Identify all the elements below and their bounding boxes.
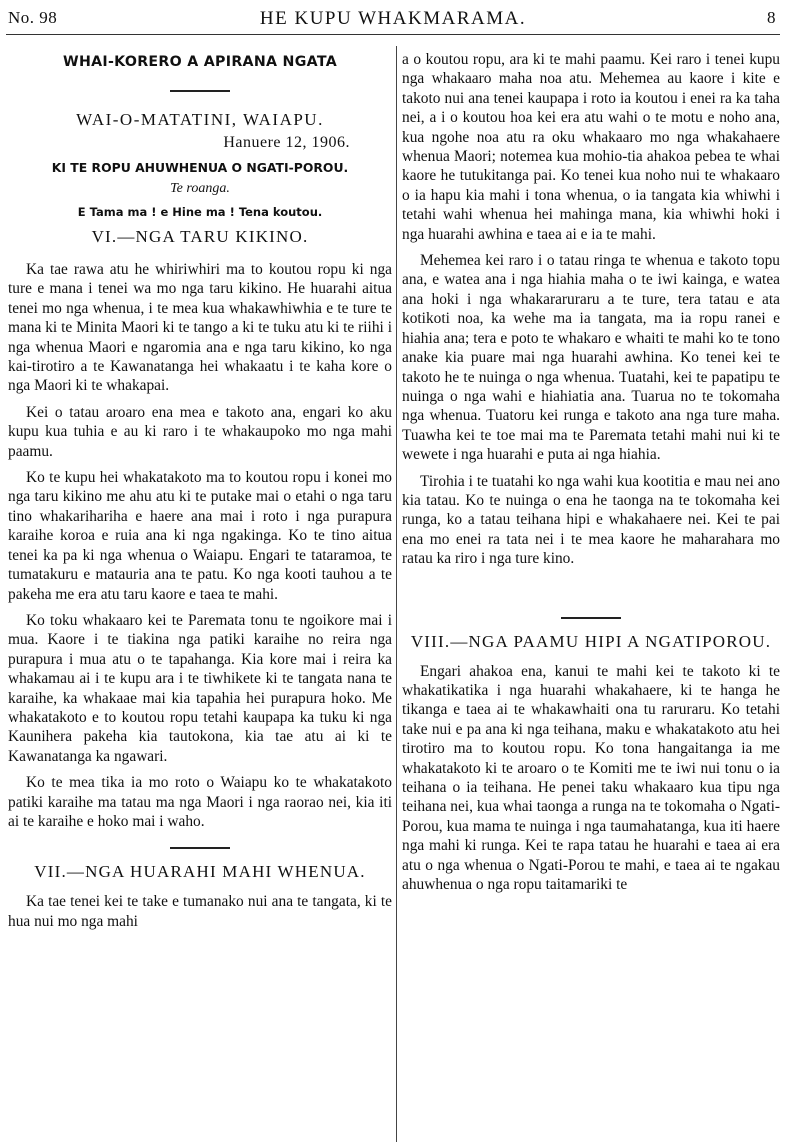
section-heading-8: VIII.—NGA PAAMU HIPI A NGATIPOROU. (410, 631, 772, 651)
column-divider (396, 46, 397, 1142)
paragraph: Tirohia i te tuatahi ko nga wahi kua kootitia e mau nei ano kia tatau. Ko te nuinga o ena he taonga na te tokomaha kei runga, ko a tatau teihana hipi e whakahaere nei. Kei te pai ena mo enei ra tata nei i te mea kaore he maharahara mo ratau ka riro i nga ture kino. (402, 472, 780, 568)
paragraph: Ko te mea tika ia mo roto o Waiapu ko te whakatakoto patiki karaihe ma tatau ma nga Maori i nga raorao nei, kia iti ai te karaihe e hoko mai i waho. (8, 774, 392, 830)
paragraph: Ko te kupu hei whakatakoto ma to koutou ropu i konei mo nga taru kikino me ahu atu ki te putake mai o etahi o nga taru tino whakarihariha e haere ana mai i roto i nga purapura karaihe koroa e ruia ana ki nga ngakinga. Ko te tino aitua tenei ka pa ki nga whenua o Waiapu. Engari te tataramoa, te tumatakuru e matauria ana te patu. Ko nga kooti tauhou a te pakeha me era atu taru kaore e taea te mahi. (8, 469, 392, 603)
addressee: KI TE ROPU AHUWHENUA O NGATI-POROU. (51, 160, 349, 175)
paragraph: Mehemea kei raro i o tatau ringa te whenua e takoto topu ana, e watea ana i nga hiahia maha o te iwi kainga, e watea ana hoki i nga whakararuraru a te ture, tera tatau e ata kotikoti noa, ka wehe ma ia tangata, ma ia ropu ranei e hiahia ana; tera e poto te whakaro e whaiti te mahi ko te tono anake kia puare mai nga huarahi awhina. Ko tenei kei te takoto he te nuinga o nga whenua. Tuatahi, kei te papatipu te nuinga o nga wahi e hiahiatia ana. Tuarua no te tokomaha nga whenua. Tuatoru kei runga e takoto ana nga ture maha. Tuawha kei te toe mai ma te Paremata tetahi mahi nui ki te wewete i nga huarahi e puta ai nga hiahia. (402, 252, 780, 464)
section-heading-6: VI.—NGA TARU KIKINO. (91, 227, 309, 246)
issue-number: No. 98 (8, 8, 58, 27)
left-column (8, 50, 392, 931)
publication-title: HE KUPU WHAKMARAMA. (259, 8, 527, 29)
dateline-date: Hanuere 12, 1906. (223, 134, 350, 151)
continuation-note: Te roanga. (170, 181, 230, 196)
paragraph: Ka tae tenei kei te take e tumanako nui ana te tangata, ki te hua nui mo nga mahi (8, 893, 392, 930)
paragraph: Ko toku whakaaro kei te Paremata tonu te ngoikore mai i mua. Kaore i te tiakina nga patiki karaihe no reira nga purapura i mua atu o te tapahanga. Kia kore mai i reira ka whakamau ai i te kupu ara i te tiwhikete ki te tangata nana te karaihe, ka whakaae mai kia tapahia hei purapura hoko. Me whakatakoto e to koutou ropu tetahi kaupapa ka tuku ki nga Kaunihera pakeha kia tautokona, kia tae atu ai ki te Kawanatanga ka ngawari. (8, 611, 392, 765)
greeting: E Tama ma ! e Hine ma ! Tena koutou. (77, 205, 323, 219)
section-heading-7: VII.—NGA HUARAHI MAHI WHENUA. (34, 862, 366, 882)
section-rule (170, 847, 230, 849)
page-number: 8 (767, 8, 776, 27)
article-title: WHAI-KORERO A APIRANA NGATA (63, 54, 337, 70)
right-column (402, 50, 780, 894)
paragraph: Engari ahakoa ena, kanui te mahi kei te takoto ki te whakatikatika i nga huarahi whakahaere, ki te hanga he tikanga e taea ai te whakawhaiti ona tu raruraru. Ko tetahi take nui e pa ana ki nga teihana, maku e whakatakoto atu hei tirotiro ma to koutou ropu. Ko tona hangaitanga ia me whakatakoto ki te aroaro o te Komiti me te iwi nui tonu o ia teihana o ia teihana. He penei taku whakaaro kua tipu nga teihana nei, kua whai taonga a runga na te tokomaha o Ngati-Porou, kua mama te nuinga i nga taumahatanga, kua iti haere nga mahi ki runga. Kei te rapa tatau he huarahi e taea ai era atu o nga whenua o Ngati-Porou te mahi, e taea ai te ngakau ahuwhenua o nga ropu taitamariki te (402, 662, 780, 894)
section-rule (561, 617, 621, 619)
paragraph: a o koutou ropu, ara ki te mahi paamu. Kei raro i tenei kupu nga whakaaro maha noa atu. Mehemea au kaore i kite e takoto nui ana tenei kaupapa i roto ia koutou i enei ra ka taha nei, a i o koutou hoa kei era atu wahi o te motu e noho ana, kua ngohe noa atu ra oku whakaaro mo nga whakahaere whenua Maori; notemea kua mohio-tia ahakoa pebea te whai kaore he tutukitanga pai. Ko tenei kua noho nui te whakaaro o ia hapu kia mahi i tona whenua, o ia tangata kia whiwhi i tetahi wahi whenua hei mahinga mana, kia whiwhi hoki i nga huarahi awhina e taea ai e ia te mahi. (402, 51, 780, 243)
dateline-place: WAI-O-MATATINI, WAIAPU. (76, 110, 324, 129)
spacer (402, 569, 780, 601)
running-header (6, 8, 780, 35)
paragraph: Ka tae rawa atu he whiriwhiri ma to koutou ropu ki nga ture e mana i tenei wa mo nga taru kikino. He huarahi aitua tenei mo nga whenua, i te mea kua whakawhiwhia e te ture te mana ki te Minita Maori ki te tango a ki te tuku atu ki te riihi i nga whenua Maori e ngaromia ana e nga taru kikino, ko nga kai-tirotiro a te Kawanatanga hei whakaatu i te kaha kore o nga Maori ki te whakapai. (8, 261, 392, 395)
paragraph: Kei o tatau aroaro ena mea e takoto ana, engari ko aku kupu kua tuhia e au ki raro i te whakaupoko mo nga mahi paamu. (8, 403, 392, 460)
title-rule (170, 90, 230, 92)
